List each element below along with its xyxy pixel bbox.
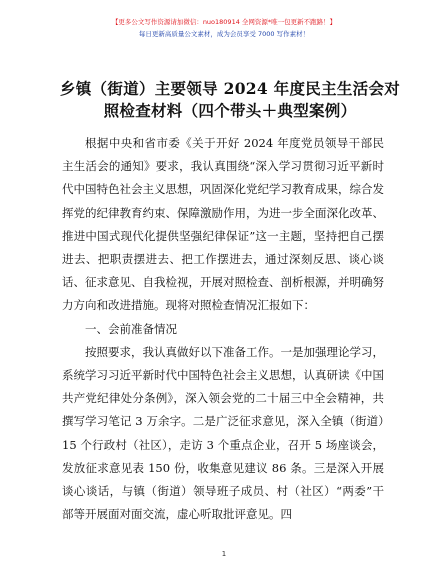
document-title-line-2: 照检查材料（四个带头＋典型案例）	[103, 101, 357, 120]
promo-banner-line-2: 每日更新高质量公文素材，成为会员享受 7000 写作素材！	[138, 30, 310, 38]
section-body-paragraph: 按照要求，我认真做好以下准备工作。一是加强理论学习，系统学习习近平新时代中国特色社会主义思想，认真研读《中国共产党纪律处分条例》，深入领会党的二十届三中全会精神，共撰写学习笔记 3 万余字。二是广泛征求意见，深入全镇（街道）15 个行政村（社区），走访 3 个重点企业，召开 5 场座谈会，发放征求意见表 150 份，收集意见建议 86 条。三是深入开展谈心谈话，与镇（街道）领导班子成员、村（社区）“两委”干部等开展面对面交流，虚心听取批评意见。四	[62, 344, 384, 522]
intro-paragraph: 根据中央和省市委《关于开好 2024 年度党员领导干部民主生活会的通知》要求，我认真围绕“深入学习贯彻习近平新时代中国特色社会主义思想，巩固深化党纪学习教育成果，综合发挥党的纪律教育约束、保障激励作用，为进一步全面深化改革、推进中国式现代化提供坚强纪律保证”这一主题，坚持把自己摆进去、把职责摆进去、把工作摆进去，通过深刻反思、谈心谈话、征求意见、自我检视，开展对照检查、剖析根源，并明确努力方向和改进措施。现将对照检查情况汇报如下：	[62, 136, 384, 313]
page-number: 1	[221, 550, 227, 558]
section-heading: 一、会前准备情况	[85, 321, 177, 336]
promo-banner-line-1: 【更多公文写作资源请加微信：nuo180914 全网资源*唯一包更新不跑路！】	[111, 18, 337, 26]
document-body	[62, 132, 384, 526]
document-title-line-1: 乡镇（街道）主要领导 2024 年度民主生活会对	[59, 79, 401, 98]
